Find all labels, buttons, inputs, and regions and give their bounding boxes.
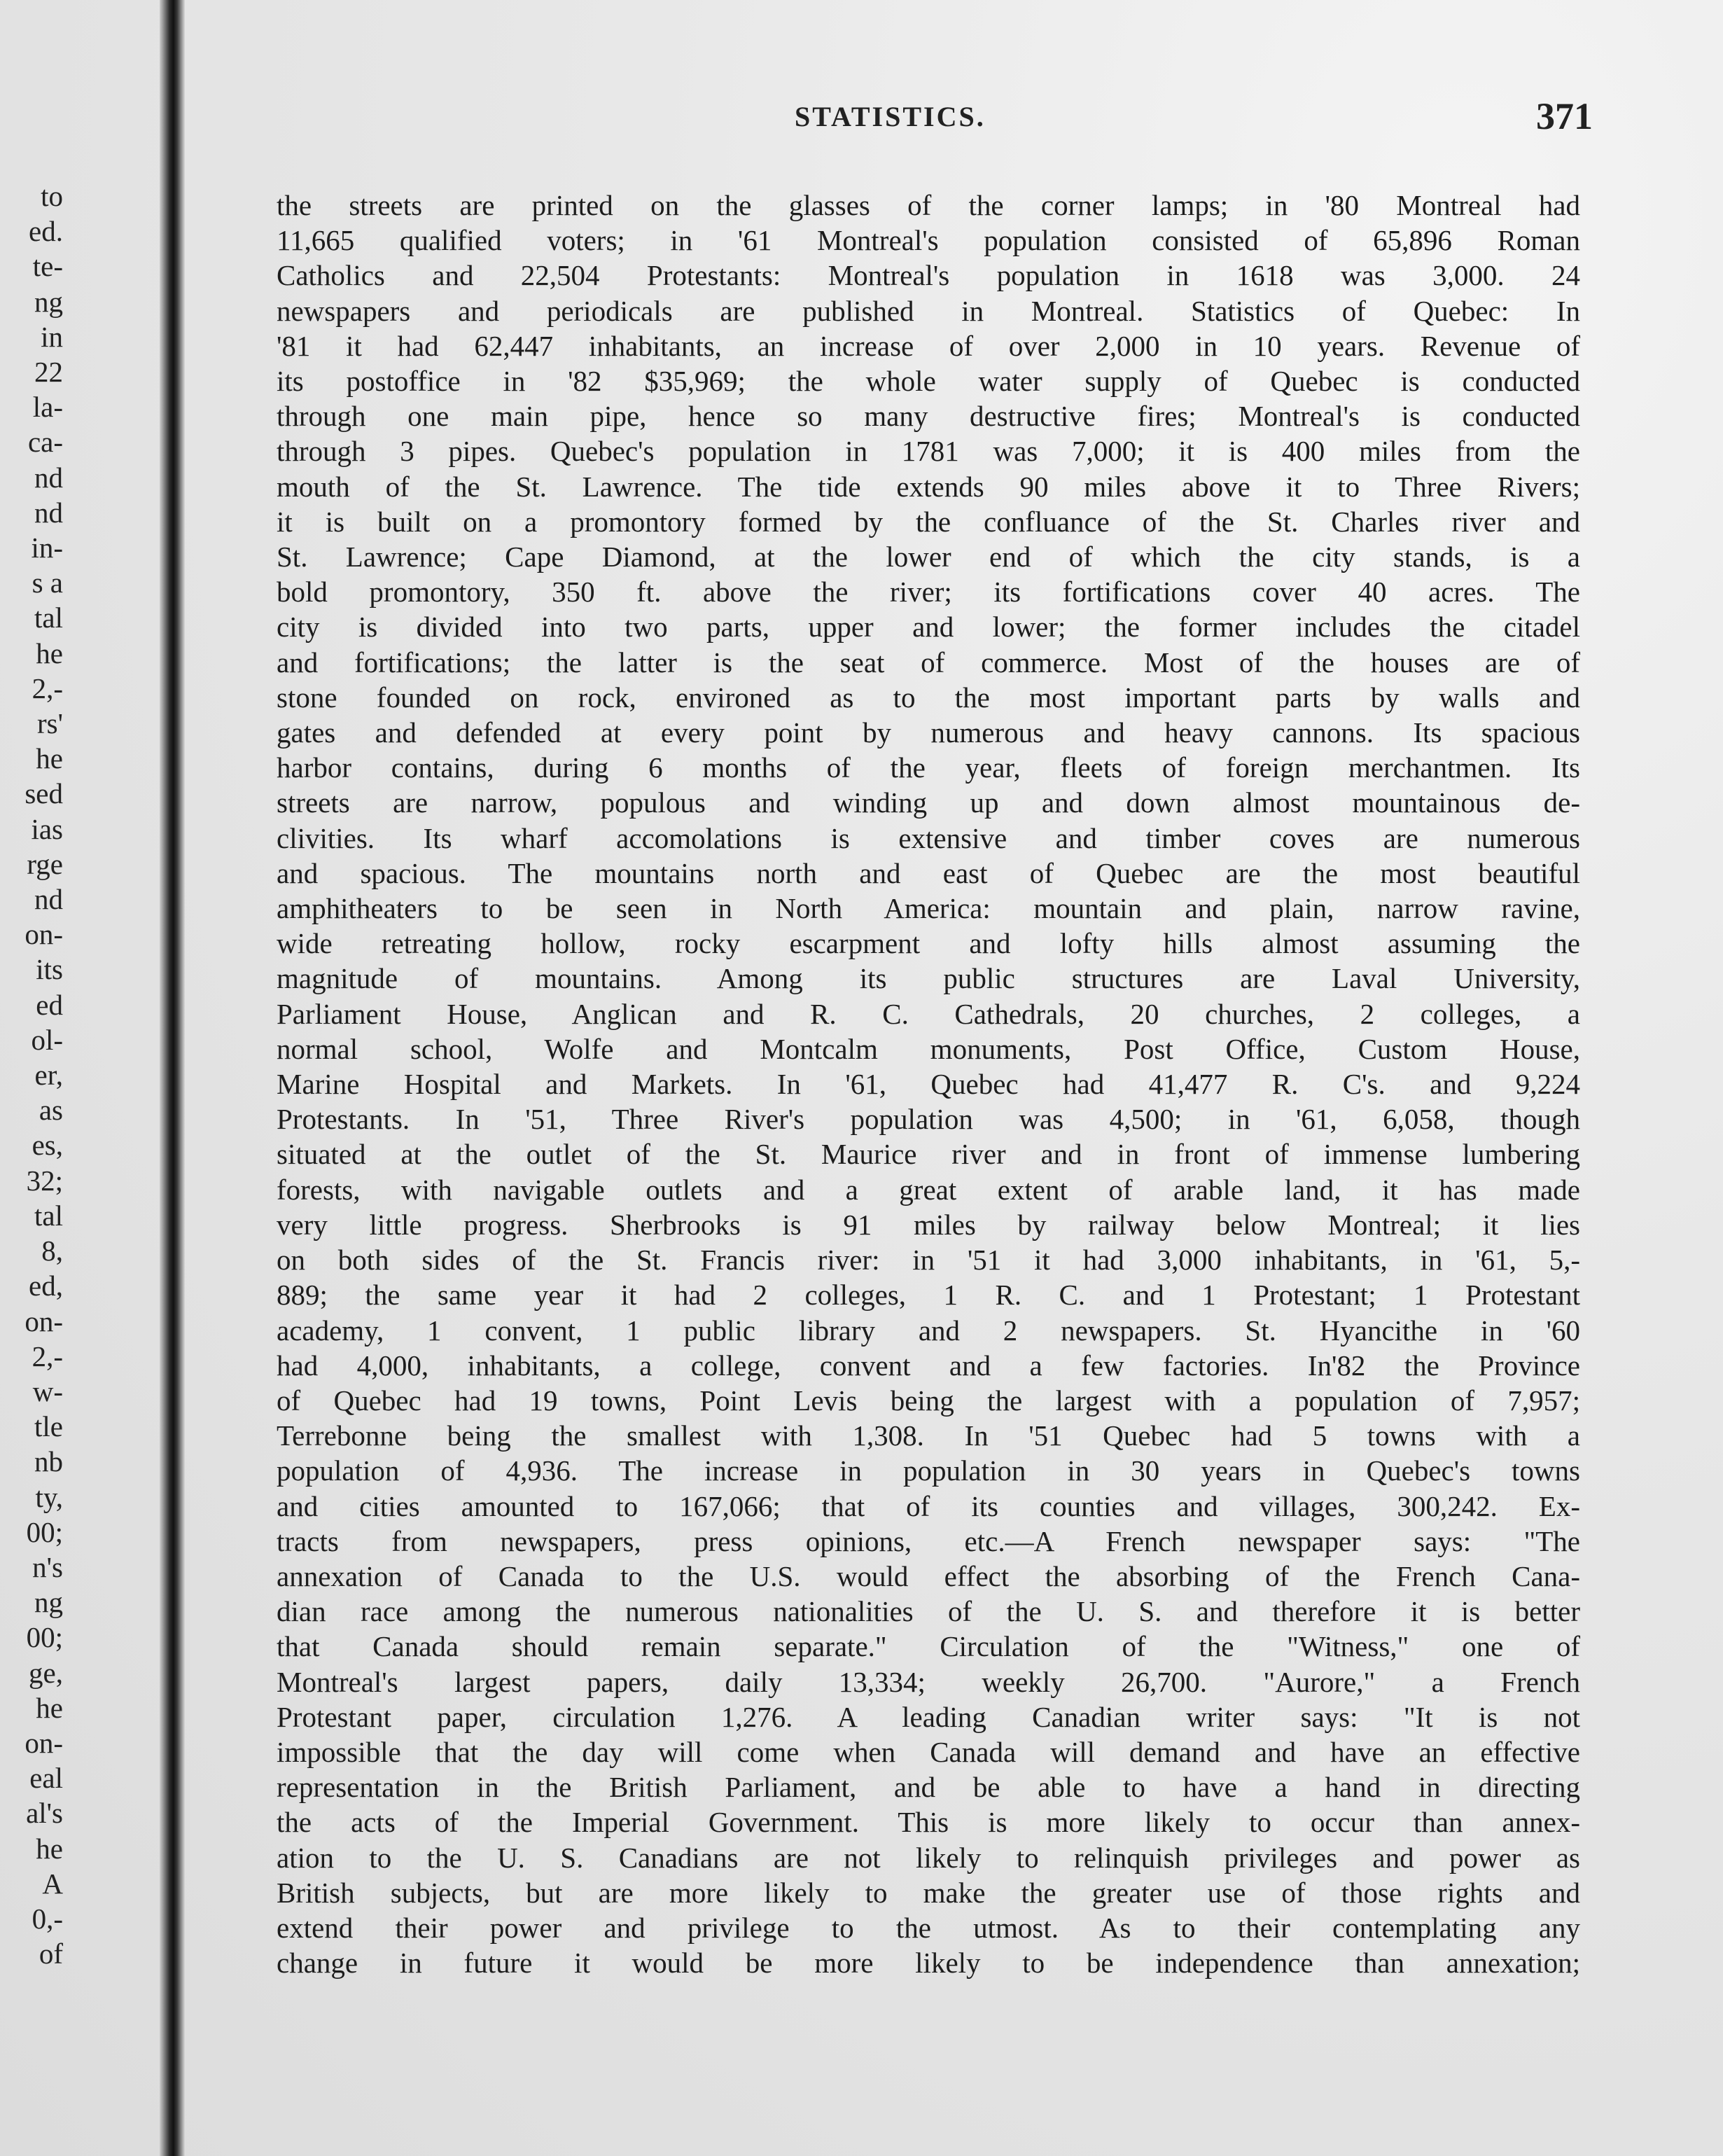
facing-page-line: 00;: [26, 1515, 63, 1548]
text-line: annexation of Canada to the U.S. would effect the absorbing of the French Cana-: [277, 1559, 1580, 1592]
page-number: 371: [1536, 95, 1593, 137]
text-line: '81 it had 62,447 inhabitants, an increase of over 2,000 in 10 years. Revenue of: [277, 329, 1580, 362]
facing-page-line: nd: [34, 461, 63, 494]
text-line: mouth of the St. Lawrence. The tide extends 90 miles above it to Three Rivers;: [277, 470, 1580, 503]
text-line: newspapers and periodicals are published in Montreal. Statistics of Quebec: In: [277, 294, 1580, 327]
text-line: Protestant paper, circulation 1,276. A leading Canadian writer says: "It is not: [277, 1700, 1580, 1733]
facing-page-line: ca-: [27, 426, 63, 459]
text-line: representation in the British Parliament, and be able to have a hand in directing: [277, 1771, 1580, 1804]
facing-page-line: w-: [32, 1375, 63, 1407]
body-text: [277, 188, 1580, 1980]
text-line: Marine Hospital and Markets. In '61, Quebec had 41,477 R. C's. and 9,224: [277, 1068, 1580, 1101]
facing-page-line: nb: [34, 1445, 63, 1478]
text-line: the acts of the Imperial Government. This is more likely to occur than annex-: [277, 1806, 1580, 1839]
facing-page-line: 2,-: [32, 1340, 63, 1372]
facing-page-line: al's: [26, 1797, 63, 1830]
text-line: Protestants. In '51, Three River's population was 4,500; in '61, 6,058, though: [277, 1103, 1580, 1136]
text-line: normal school, Wolfe and Montcalm monuments, Post Office, Custom House,: [277, 1032, 1580, 1065]
text-line: that Canada should remain separate." Circulation of the "Witness," one of: [277, 1630, 1580, 1663]
text-line: academy, 1 convent, 1 public library and 2 newspapers. St. Hyancithe in '60: [277, 1314, 1580, 1347]
text-line: very little progress. Sherbrooks is 91 miles by railway below Montreal; it lies: [277, 1208, 1580, 1241]
text-line: tracts from newspapers, press opinions, etc.—A French newspaper says: "The: [277, 1524, 1580, 1557]
text-line: gates and defended at every point by numerous and heavy cannons. Its spacious: [277, 716, 1580, 749]
facing-page-line: as: [39, 1094, 63, 1127]
facing-page-line: he: [36, 1832, 63, 1865]
facing-page-line: tal: [34, 1199, 63, 1232]
facing-page-line: nd: [34, 496, 63, 529]
page-header: [273, 95, 1593, 144]
text-line: it is built on a promontory formed by the confluance of the St. Charles river and: [277, 505, 1580, 538]
facing-page-line: ed,: [29, 1270, 63, 1302]
text-line: population of 4,936. The increase in population in 30 years in Quebec's towns: [277, 1454, 1580, 1487]
facing-page-line: in-: [31, 531, 63, 564]
facing-page-line: es,: [32, 1129, 63, 1162]
facing-page-line: te-: [32, 250, 63, 283]
facing-page-line: ed: [36, 988, 63, 1021]
facing-page-line: la-: [32, 391, 63, 424]
facing-page-line: 22: [34, 356, 63, 389]
text-line: bold promontory, 350 ft. above the river; its fortifications cover 40 acres. The: [277, 576, 1580, 608]
text-line: impossible that the day will come when Canada will demand and have an effective: [277, 1735, 1580, 1768]
text-line: 11,665 qualified voters; in '61 Montreal's population consisted of 65,896 Roman: [277, 224, 1580, 257]
text-line: streets are narrow, populous and winding up and down almost mountainous de-: [277, 786, 1580, 819]
text-line: 889; the same year it had 2 colleges, 1 R. C. and 1 Protestant; 1 Protestant: [277, 1279, 1580, 1312]
facing-page-line: rge: [27, 847, 63, 880]
text-line: the streets are printed on the glasses of the corner lamps; in '80 Montreal had: [277, 189, 1580, 221]
text-line: extend their power and privilege to the utmost. As to their contemplating any: [277, 1911, 1580, 1944]
text-line: Catholics and 22,504 Protestants: Montreal's population in 1618 was 3,000. 24: [277, 259, 1580, 292]
facing-page-line: he: [36, 1691, 63, 1724]
facing-page-line: eal: [29, 1762, 63, 1795]
book-gutter: [160, 0, 185, 2156]
facing-page-line: 8,: [41, 1235, 63, 1267]
text-line: and fortifications; the latter is the seat of commerce. Most of the houses are of: [277, 646, 1580, 679]
text-line: magnitude of mountains. Among its public structures are Laval University,: [277, 962, 1580, 995]
text-line: its postoffice in '82 $35,969; the whole water supply of Quebec is conducted: [277, 365, 1580, 398]
facing-page-line: on-: [25, 918, 63, 951]
facing-page-line: er,: [34, 1059, 63, 1092]
facing-page-line: A: [42, 1867, 63, 1900]
facing-page-line: sed: [25, 777, 63, 810]
facing-page-line: of: [39, 1938, 63, 1970]
facing-page-line: its: [36, 953, 63, 986]
facing-page-line: on-: [25, 1305, 63, 1337]
text-line: Montreal's largest papers, daily 13,334; weekly 26,700. "Aurore," a French: [277, 1665, 1580, 1698]
text-line: Terrebonne being the smallest with 1,308. In '51 Quebec had 5 towns with a: [277, 1419, 1580, 1452]
facing-page-line: tal: [34, 601, 63, 634]
running-head: STATISTICS.: [795, 101, 986, 132]
facing-page-line: he: [36, 637, 63, 669]
text-line: dian race among the numerous nationalities of the U. S. and therefore it is better: [277, 1595, 1580, 1628]
text-line: Parliament House, Anglican and R. C. Cathedrals, 20 churches, 2 colleges, a: [277, 997, 1580, 1030]
text-line: stone founded on rock, environed as to the most important parts by walls and: [277, 681, 1580, 714]
text-line: through 3 pipes. Quebec's population in 1781 was 7,000; it is 400 miles from the: [277, 435, 1580, 468]
text-line: on both sides of the St. Francis river: in '51 it had 3,000 inhabitants, in '61, 5,-: [277, 1244, 1580, 1277]
text-line: British subjects, but are more likely to make the greater use of those rights and: [277, 1876, 1580, 1909]
text-line: through one main pipe, hence so many destructive fires; Montreal's is conducted: [277, 400, 1580, 433]
text-line: of Quebec had 19 towns, Point Levis being the largest with a population of 7,957;: [277, 1384, 1580, 1417]
text-line: forests, with navigable outlets and a great extent of arable land, it has made: [277, 1173, 1580, 1206]
facing-page-line: 00;: [26, 1621, 63, 1654]
facing-page-line: rs': [37, 707, 63, 740]
facing-page-line: in: [41, 320, 63, 353]
facing-page-fragment: [0, 179, 63, 1971]
facing-page-line: 2,-: [32, 672, 63, 704]
facing-page-line: n's: [32, 1550, 63, 1583]
facing-page-line: ng: [34, 285, 63, 318]
text-line: St. Lawrence; Cape Diamond, at the lower end of which the city stands, is a: [277, 541, 1580, 573]
facing-page-line: tle: [34, 1410, 63, 1443]
facing-page-line: ng: [34, 1586, 63, 1619]
facing-page-line: ty,: [35, 1480, 63, 1513]
facing-page-line: to: [41, 180, 63, 212]
text-line: situated at the outlet of the St. Maurice river and in front of immense lumbering: [277, 1138, 1580, 1171]
text-line: ation to the U. S. Canadians are not likely to relinquish privileges and power as: [277, 1841, 1580, 1874]
facing-page-line: he: [36, 742, 63, 775]
facing-page-line: 0,-: [32, 1902, 63, 1935]
text-line: amphitheaters to be seen in North America: mountain and plain, narrow ravine,: [277, 892, 1580, 925]
text-line: had 4,000, inhabitants, a college, convent and a few factories. In'82 the Province: [277, 1349, 1580, 1382]
facing-page-line: nd: [34, 883, 63, 916]
text-line: harbor contains, during 6 months of the year, fleets of foreign merchantmen. Its: [277, 751, 1580, 784]
facing-page-line: ge,: [29, 1656, 63, 1689]
text-line: city is divided into two parts, upper and lower; the former includes the citadel: [277, 611, 1580, 644]
text-line: wide retreating hollow, rocky escarpment and lofty hills almost assuming the: [277, 927, 1580, 960]
facing-page-line: ias: [31, 812, 63, 845]
facing-page-line: ed.: [29, 215, 63, 248]
facing-page-line: 32;: [26, 1164, 63, 1197]
text-line: change in future it would be more likely to be independence than annexation;: [277, 1947, 1580, 1980]
facing-page-line: on-: [25, 1726, 63, 1759]
facing-page-line: s a: [32, 566, 63, 599]
text-line: clivities. Its wharf accomolations is extensive and timber coves are numerous: [277, 821, 1580, 854]
text-line: and spacious. The mountains north and east of Quebec are the most beautiful: [277, 856, 1580, 889]
text-line: and cities amounted to 167,066; that of its counties and villages, 300,242. Ex-: [277, 1489, 1580, 1522]
facing-page-line: ol-: [31, 1023, 63, 1056]
